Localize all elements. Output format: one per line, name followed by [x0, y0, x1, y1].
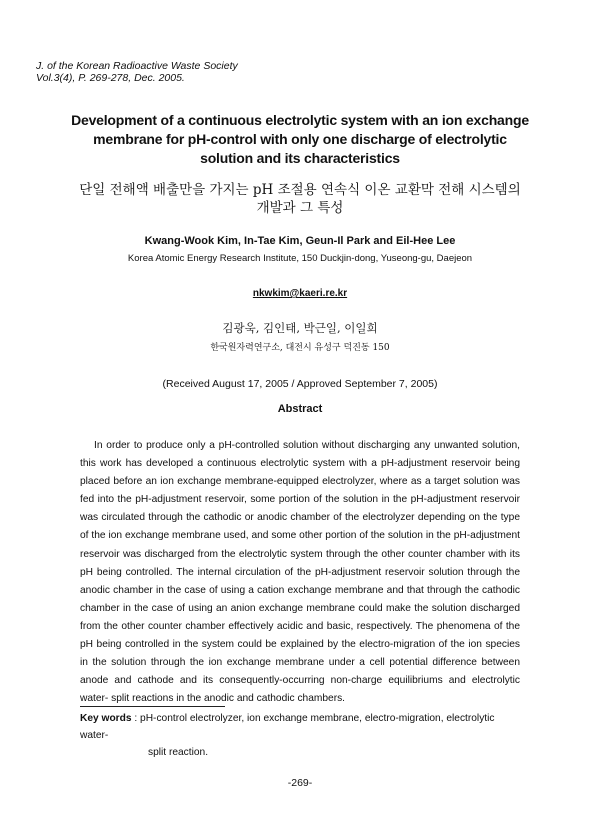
- journal-volume: Vol.3(4), P. 269-278, Dec. 2005.: [36, 72, 185, 84]
- abstract-body: In order to produce only a pH-controlled solution without discharging any unwanted solution, this work has developed a continuous electrolytic system with a pH-adjustment reservoir being placed before an ion exchange membrane-equipped electrolyzer, where as a target solution was fed into the pH-adjustment reservoir, some portion of the solution in the pH-adjustment reservoir was circulated through the cathodic or anodic chamber of the electrolyzer depending on the type of the ion exchange membrane used, and some other portion of the solution in the pH-adjustment reservoir was discharged from the electrolytic system through the other counter chamber with its pH being controlled. The internal circulation of the pH-adjustment reservoir solution through the anodic chamber in the case of using a cation exchange membrane and that through the cathodic chamber in the case of using an anion exchange membrane could make the solution discharged from the other counter chamber effectively acidic and basic, respectively. The phenomena of the pH being controlled in the system could be explained by the electro-migration of the ion species in the solution through the ion exchange membrane under a cell potential difference between anode and cathode and its consequently-occurring non-charge equilibriums and electrolytic water- split reactions in the anodic and cathodic chambers.: [80, 440, 520, 705]
- keywords-continuation: split reaction.: [148, 747, 209, 758]
- korean-affiliation: 한국원자력연구소, 대전시 유성구 덕진동 150: [210, 343, 390, 353]
- korean-title-line: 개발과 그 특성: [256, 200, 344, 216]
- page-number: -269-: [287, 777, 313, 789]
- title-line: solution and its characteristics: [200, 150, 400, 166]
- journal-citation: [36, 60, 238, 84]
- korean-title: [40, 181, 560, 217]
- title-line: Development of a continuous electrolytic system with an ion exchange: [71, 112, 529, 128]
- affiliation: Korea Atomic Energy Research Institute, 150 Duckjin-dong, Yuseong-gu, Daejeon: [127, 253, 473, 264]
- title-line: membrane for pH-control with only one discharge of electrolytic: [93, 131, 507, 147]
- keywords: [80, 710, 520, 761]
- korean-title-line: 단일 전해액 배출만을 가지는 pH 조절용 연속식 이온 교환막 전해 시스템의: [79, 182, 521, 198]
- journal-name: J. of the Korean Radioactive Waste Society: [36, 60, 238, 72]
- authors: Kwang-Wook Kim, In-Tae Kim, Geun-Il Park and Eil-Hee Lee: [144, 235, 456, 247]
- keywords-label: Key words: [80, 713, 132, 724]
- footnote-divider: [80, 706, 225, 707]
- keywords-text: : pH-control electrolyzer, ion exchange membrane, electro-migration, electrolytic water-: [80, 713, 495, 741]
- paper-title: [60, 111, 540, 168]
- email-link[interactable]: nkwkim@kaeri.re.kr: [252, 288, 348, 299]
- received-dates: (Received August 17, 2005 / Approved September 7, 2005): [162, 378, 438, 390]
- abstract-heading: Abstract: [277, 403, 323, 415]
- korean-authors: 김광욱, 김인태, 박근일, 이일희: [222, 321, 378, 335]
